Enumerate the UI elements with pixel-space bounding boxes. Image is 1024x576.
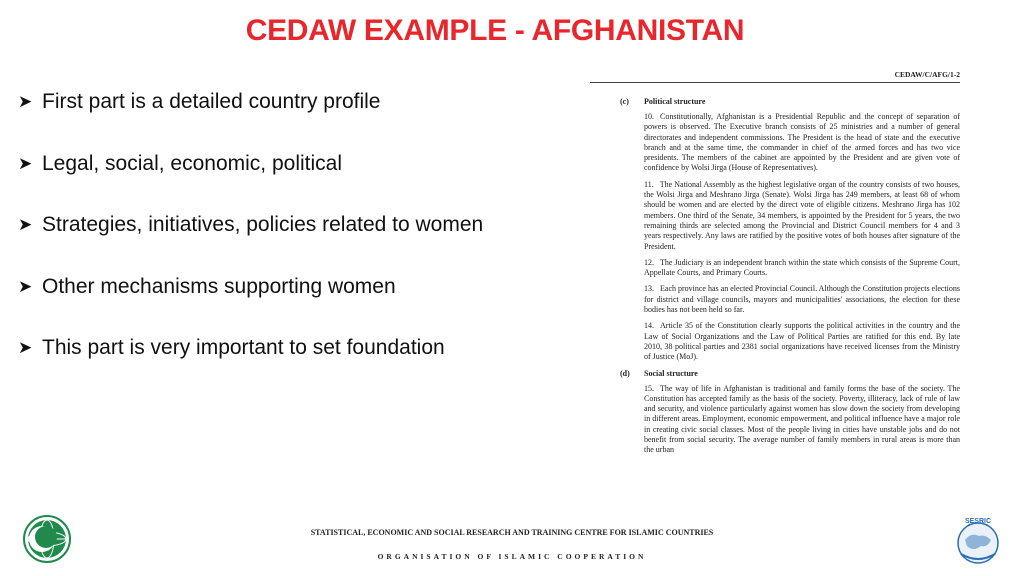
paragraph-number: 13. xyxy=(644,284,654,294)
paragraph-text: The way of life in Afghanistan is traditional and family forms the base of the society. The Constitution has accepted family as the basis of the society. Poverty, illiteracy, lack of rule of law and security, and violence particularly against women has slow down the society from developing in different areas. Employment, economic empowerment, and political influence have a major role in creating civic social classes. Most of the people living in cities have unstable jobs and do not benefit from social security. The average number of family members in rural areas is more than the urban xyxy=(644,383,960,455)
arrow-bullet-icon: ➤ xyxy=(18,276,33,296)
arrow-bullet-icon: ➤ xyxy=(18,92,33,111)
page-title: CEDAW EXAMPLE - AFGHANISTAN xyxy=(245,14,745,47)
paragraph-number: 14. xyxy=(644,321,654,331)
bullet-item xyxy=(18,334,578,396)
paragraph xyxy=(644,112,960,174)
paragraph-text: The National Assembly as the highest legislative organ of the country consists of two houses, the Wolsi Jirga and Meshrano Jirga (Senate). Wolsi Jirga has 249 members, at least 68 of whom should be women and are elected by the direct vote of eligible citizens. Meshrano Jirga has 102 members. One third of the Senate, 34 members, is appointed by the President for 5 years, the two remaining thirds are selected among the Provincial and District Council members for 4 and 3 years respectively. Any laws are ratified by the positive votes of both houses after signature of the President. xyxy=(644,179,960,251)
paragraph xyxy=(644,284,960,315)
paragraph-number: 10. xyxy=(644,112,654,121)
bullet-item xyxy=(18,150,578,212)
paragraph-text: The Judiciary is an independent branch within the state which consists of the Supreme Court, Appellate Courts, and Primary Courts. xyxy=(644,257,960,278)
paragraph xyxy=(644,180,960,252)
paragraph-text: Constitutionally, Afghanistan is a Presidential Republic and the concept of separation of powers is observed. The Executive branch consists of 25 ministries and a number of general directorates and independent commissions. The President is the head of state and the executive branch and at the same time, the commander in chief of the armed forces and has two vice presidents. The members of the cabinet are appointed by the President and are given vote of confidence by Wolsi Jirga (House of Representatives). xyxy=(644,112,960,173)
section-heading xyxy=(620,369,960,378)
bullet-list xyxy=(18,88,578,396)
bullet-text: Strategies, initiatives, policies related to women xyxy=(42,213,484,236)
footer-organisation: ORGANISATION OF ISLAMIC COOPERATION xyxy=(377,552,647,561)
bullet-text: Legal, social, economic, political xyxy=(42,151,342,175)
bullet-item xyxy=(18,88,578,150)
bullet-item xyxy=(18,273,578,335)
bullet-text: First part is a detailed country profile xyxy=(42,90,381,113)
sesric-logo-text: SESRIC xyxy=(964,518,992,525)
section-title: Political structure xyxy=(644,97,706,106)
paragraph-text: Each province has an elected Provincial Council. Although the Constitution projects elections for district and village councils, mayors and municipalities' associations, the election for these bodies has not been held so far. xyxy=(644,284,960,315)
section-title: Social structure xyxy=(644,368,698,378)
paragraph-text: Article 35 of the Constitution clearly supports the political activities in the country and the Law of Social Organizations and the Law of Political Parties are ratified for this end. By late 2010, 38 political parties and 2381 social organizations have received licenses from the Ministry of Justice (MoJ). xyxy=(644,321,960,362)
bullet-text: This part is very important to set foundation xyxy=(42,336,445,359)
document-rule xyxy=(590,82,960,83)
paragraph-number: 11. xyxy=(644,179,654,189)
document-code: CEDAW/C/AFG/1-2 xyxy=(894,70,960,79)
paragraph-number: 15. xyxy=(644,383,654,393)
bullet-item xyxy=(18,211,578,273)
document-excerpt xyxy=(590,70,960,482)
bullet-text: Other mechanisms supporting women xyxy=(42,274,396,298)
arrow-bullet-icon: ➤ xyxy=(18,153,33,173)
section-label: (c) xyxy=(620,97,629,106)
arrow-bullet-icon: ➤ xyxy=(18,215,33,234)
section-heading xyxy=(620,97,960,106)
footer-centre-name: STATISTICAL, ECONOMIC AND SOCIAL RESEARCH AND TRAINING CENTRE FOR ISLAMIC COUNTRIES xyxy=(310,528,714,537)
paragraph xyxy=(644,384,960,456)
paragraph xyxy=(644,258,960,279)
section-label: (d) xyxy=(620,368,630,378)
paragraph xyxy=(644,321,960,362)
paragraph-number: 12. xyxy=(644,257,654,267)
arrow-bullet-icon: ➤ xyxy=(18,338,33,357)
